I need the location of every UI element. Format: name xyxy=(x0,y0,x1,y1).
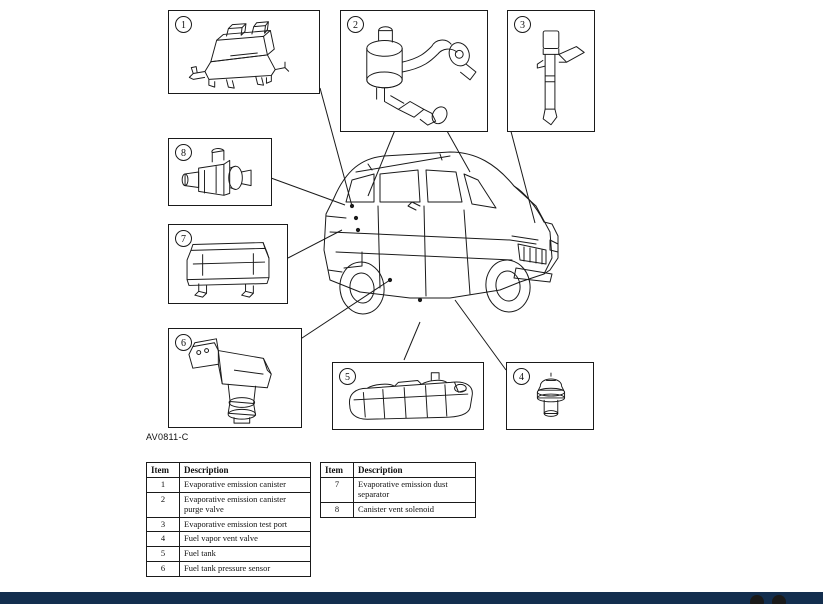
callout-box-2[interactable] xyxy=(340,10,488,132)
callout-number-7: 7 xyxy=(175,230,192,247)
legend-table-left xyxy=(146,462,311,577)
legend-header-item: Item xyxy=(147,463,180,478)
footer-bar xyxy=(0,592,823,604)
callout-box-5[interactable] xyxy=(332,362,484,430)
legend-item-number: 6 xyxy=(147,561,180,576)
legend-item-description: Fuel vapor vent valve xyxy=(180,532,311,547)
legend-item-number: 8 xyxy=(321,502,354,517)
legend-header-row xyxy=(147,463,311,478)
figure-id-label: AV0811-C xyxy=(146,432,189,442)
legend-item-description: Evaporative emission canister purge valve xyxy=(180,493,311,518)
legend-item-number: 7 xyxy=(321,478,354,503)
callout-number-4: 4 xyxy=(513,368,530,385)
legend-item-description: Fuel tank xyxy=(180,547,311,562)
callout-box-8[interactable] xyxy=(168,138,272,206)
callout-box-1[interactable] xyxy=(168,10,320,94)
table-row xyxy=(147,478,311,493)
legend-item-number: 3 xyxy=(147,517,180,532)
vehicle-illustration xyxy=(300,140,580,330)
table-row xyxy=(321,502,476,517)
table-row xyxy=(147,532,311,547)
legend-item-description: Evaporative emission test port xyxy=(180,517,311,532)
legend-item-number: 2 xyxy=(147,493,180,518)
legend-item-description: Fuel tank pressure sensor xyxy=(180,561,311,576)
table-row xyxy=(147,561,311,576)
legend-header-row xyxy=(321,463,476,478)
part-illustration-purge-valve xyxy=(341,11,487,131)
callout-box-3[interactable] xyxy=(507,10,595,132)
legend-header-item: Item xyxy=(321,463,354,478)
legend-item-description: Evaporative emission canister xyxy=(180,478,311,493)
callout-box-6[interactable] xyxy=(168,328,302,428)
legend-item-number: 5 xyxy=(147,547,180,562)
legend-header-description: Description xyxy=(354,463,476,478)
callout-number-1: 1 xyxy=(175,16,192,33)
callout-number-3: 3 xyxy=(514,16,531,33)
legend-item-description: Canister vent solenoid xyxy=(354,502,476,517)
legend-header-description: Description xyxy=(180,463,311,478)
legend-item-number: 1 xyxy=(147,478,180,493)
callout-box-4[interactable] xyxy=(506,362,594,430)
callout-box-7[interactable] xyxy=(168,224,288,304)
table-row xyxy=(147,547,311,562)
table-row xyxy=(321,478,476,503)
callout-number-8: 8 xyxy=(175,144,192,161)
callout-number-6: 6 xyxy=(175,334,192,351)
legend-item-number: 4 xyxy=(147,532,180,547)
callout-number-2: 2 xyxy=(347,16,364,33)
table-row xyxy=(147,493,311,518)
legend-item-description: Evaporative emission dust separator xyxy=(354,478,476,503)
table-row xyxy=(147,517,311,532)
footer-logo-icon xyxy=(745,594,805,604)
callout-number-5: 5 xyxy=(339,368,356,385)
legend-table-right xyxy=(320,462,476,518)
